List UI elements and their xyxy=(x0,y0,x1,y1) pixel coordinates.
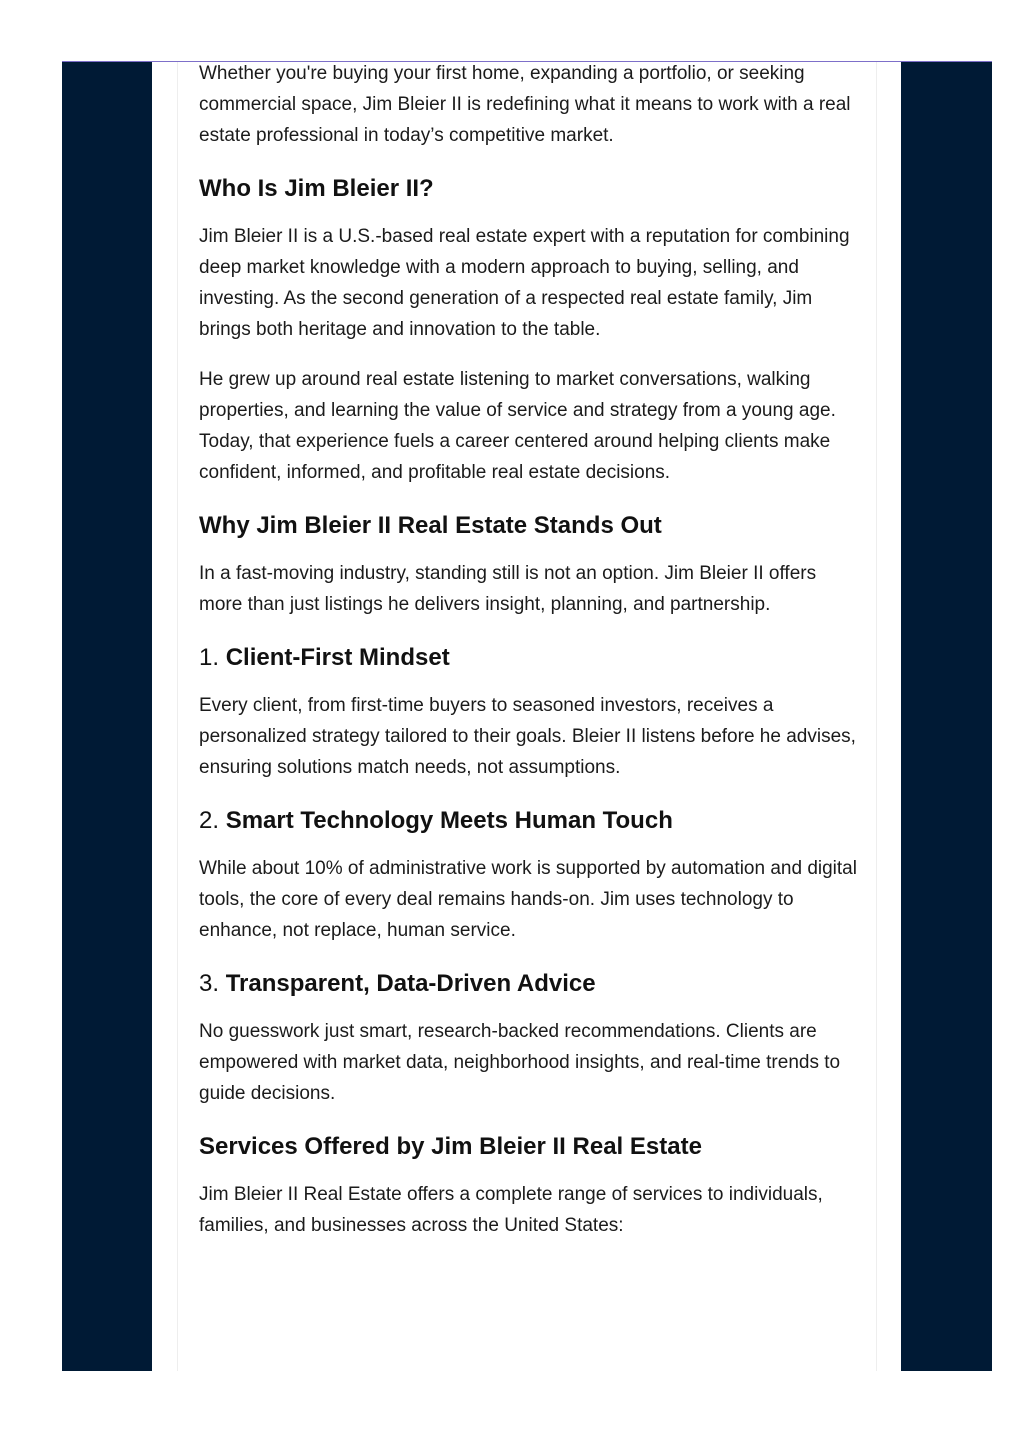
point-3-title: Transparent, Data-Driven Advice xyxy=(225,970,596,997)
point-1-title: Client-First Mindset xyxy=(225,644,450,671)
why-paragraph-1: In a fast-moving industry, standing still is not an option. Jim Bleier II offers more than just listings he delivers insight, planning, and partnership. xyxy=(199,563,817,615)
services-paragraph-1: Jim Bleier II Real Estate offers a complete range of services to individuals, families, and businesses across the United States: xyxy=(199,1184,823,1236)
point-2-number: 2. xyxy=(199,807,220,834)
point-2-heading xyxy=(199,804,859,838)
point-1-text: Every client, from first-time buyers to seasoned investors, receives a personalized strategy tailored to their goals. Bleier II listens before he advises, ensuring solutions match needs, not assumptions. xyxy=(199,695,856,778)
point-1-number: 1. xyxy=(199,644,220,671)
services-heading: Services Offered by Jim Bleier II Real Estate xyxy=(199,1133,702,1160)
article-body xyxy=(199,58,859,1241)
who-paragraph-1: Jim Bleier II is a U.S.-based real estate expert with a reputation for combining deep market knowledge with a modern approach to buying, selling, and investing. As the second generation of a respected real estate family, Jim brings both heritage and innovation to the table. xyxy=(199,226,850,340)
point-2-text: While about 10% of administrative work is supported by automation and digital tools, the core of every deal remains hands-on. Jim uses technology to enhance, not replace, human service. xyxy=(199,858,857,941)
point-3-text: No guesswork just smart, research-backed recommendations. Clients are empowered with market data, neighborhood insights, and real-time trends to guide decisions. xyxy=(199,1021,841,1104)
point-1-heading xyxy=(199,641,859,675)
who-heading: Who Is Jim Bleier II? xyxy=(199,175,434,202)
point-3-number: 3. xyxy=(199,970,220,997)
who-paragraph-2: He grew up around real estate listening to market conversations, walking properties, and learning the value of service and strategy from a young age. Today, that experience fuels a career centered around helping clients make confident, informed, and profitable real estate decisions. xyxy=(199,369,836,483)
point-2-title: Smart Technology Meets Human Touch xyxy=(225,807,673,834)
why-heading: Why Jim Bleier II Real Estate Stands Out xyxy=(199,512,662,539)
intro-paragraph: Whether you're buying your first home, expanding a portfolio, or seeking commercial space, Jim Bleier II is redefining what it means to work with a real estate professional in today’s competitive market. xyxy=(199,63,851,146)
point-3-heading xyxy=(199,967,859,1001)
